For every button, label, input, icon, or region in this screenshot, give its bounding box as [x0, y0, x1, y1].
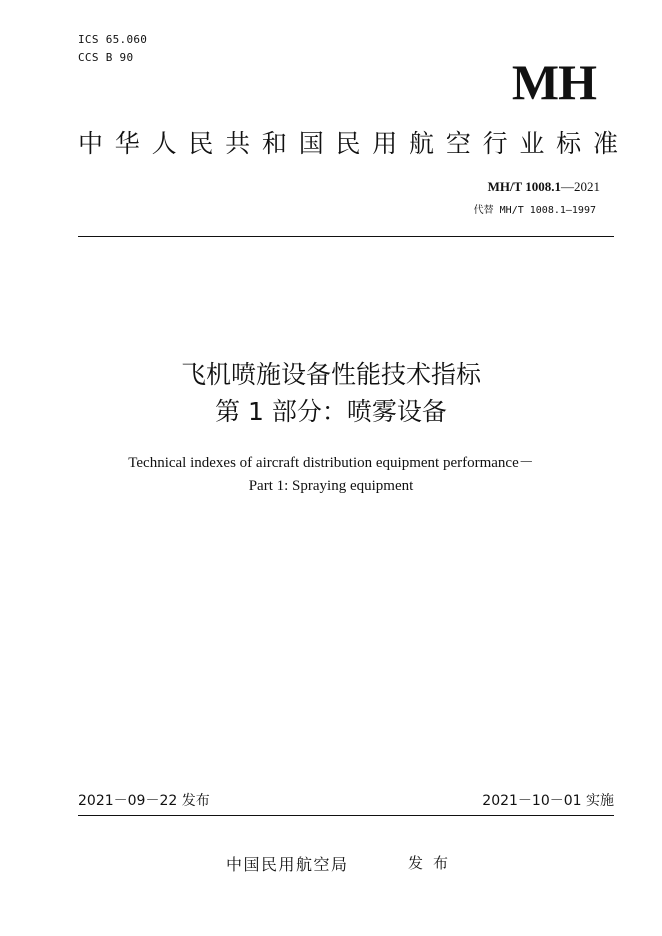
standard-class-char: 行	[482, 129, 508, 158]
standard-class-char: 民	[188, 129, 214, 158]
standard-class-char: 标	[556, 129, 582, 158]
standard-year: —2021	[561, 179, 600, 194]
bottom-divider	[78, 815, 614, 816]
standard-class-char: 空	[445, 129, 471, 158]
standard-class-char: 和	[261, 129, 287, 158]
ics-code: ICS 65.060	[78, 33, 148, 46]
publisher-name: 中国民用航空局	[226, 855, 349, 874]
standard-class-char: 华	[114, 129, 140, 158]
title-chinese-line-1: 飞机喷施设备性能技术指标	[180, 360, 481, 389]
standard-number	[488, 179, 600, 195]
standard-class-char: 航	[409, 129, 435, 158]
standard-class-char: 准	[592, 129, 618, 158]
standard-class-char: 民	[335, 129, 361, 158]
standard-class-char: 中	[78, 129, 104, 158]
standard-class-char: 共	[225, 129, 251, 158]
title-english-line-2: Part 1: Spraying equipment	[248, 478, 414, 494]
publish-label: 发布	[408, 854, 459, 872]
implementation-date: 2021－10－01 实施	[482, 793, 614, 809]
title-chinese-line-2: 第 1 部分：喷雾设备	[215, 397, 447, 426]
standard-classification	[78, 127, 618, 161]
standard-class-char: 业	[519, 129, 545, 158]
replaces-note: 代替 MH/T 1008.1—1997	[473, 205, 596, 216]
standard-class-char: 国	[298, 129, 324, 158]
standard-class-char: 人	[151, 129, 177, 158]
title-english-line-1: Technical indexes of aircraft distribution equipment performance－	[128, 455, 534, 471]
standard-class-char: 用	[372, 129, 398, 158]
top-divider	[78, 236, 614, 237]
mh-logo: MH	[511, 54, 596, 110]
issue-date: 2021－09－22 发布	[78, 793, 210, 809]
ccs-code: CCS B 90	[78, 51, 134, 64]
standard-code: MH/T 1008.1	[487, 179, 561, 194]
